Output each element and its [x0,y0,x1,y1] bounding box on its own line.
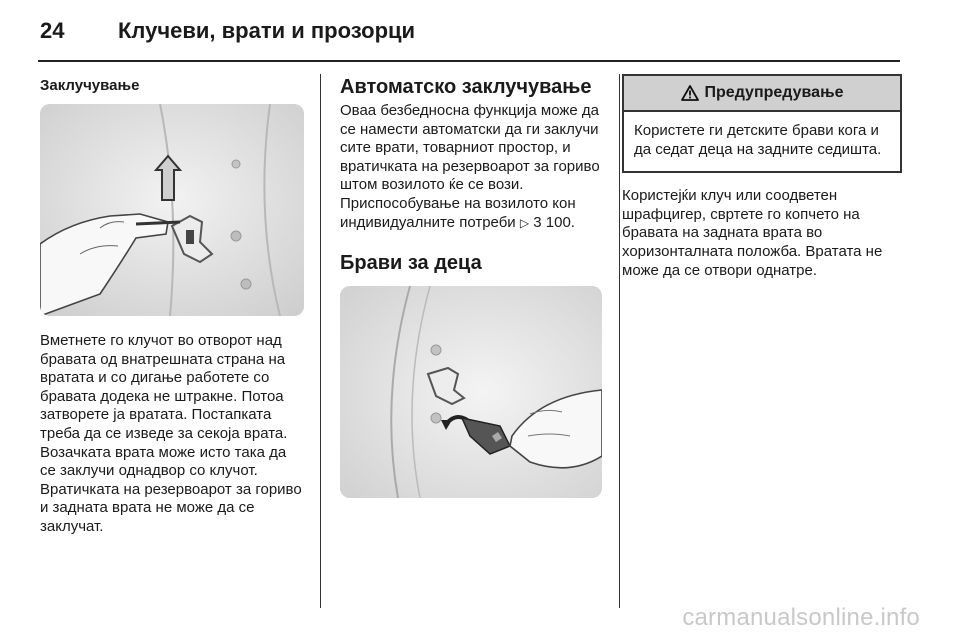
column-locking [40,74,304,537]
arrow-reference-icon: ▷ [519,215,530,230]
column-child-locks [622,74,902,280]
door-lock-key-illustration [40,104,304,316]
header-rule [38,60,900,62]
column-automatic-locking [340,74,602,498]
warning-header [624,76,900,112]
column-divider-1 [320,74,321,608]
warning-box [622,74,902,173]
page-title: Клучеви, врати и прозорци [118,18,416,43]
locking-subheading: Заклучување [40,77,140,94]
child-locks-heading: Брави за деца [340,252,482,275]
page-reference: 3 100. [533,213,575,231]
child-locks-paragraph: Користејќи клуч или соодветен шрафцигер, свртете го копчето на бравата на задната врата во хоризонталната положба. Вратата не може да се отвори однатре. [622,187,883,279]
warning-triangle-icon [681,85,699,101]
automatic-locking-text: Оваа безбедносна функција може да се намести автоматски да ги заклучи сите врати, товарниот простор, и вратичката на резервоарот за гориво штом возилото ќе се вози. Приспособување на возилото кон индивидуалните потреби [340,102,600,231]
locking-paragraph: Вметнете го клучот во отворот над бравата од внатрешната страна на вратата и со дигање работете со бравата додека не штракне. Потоа затворете ја вратата. Постапката треба да се изведе за секоја врата. Возачката врата може исто така да се заклучи однадвор со клучот. Вратичката на резервоарот за гориво и задната врата не може да се заклучат. [40,332,302,535]
child-lock-illustration [340,286,602,498]
warning-text: Користете ги детските брави кога и да седат деца на задните седишта. [634,122,882,158]
watermark: carmanualsonline.info [682,604,920,631]
column-divider-2 [619,74,620,608]
automatic-locking-paragraph [340,102,602,232]
automatic-locking-heading: Автоматско заклучување [340,76,592,98]
warning-title: Предупредување [704,84,844,101]
warning-body [624,112,900,171]
page-number: 24 [40,18,65,43]
